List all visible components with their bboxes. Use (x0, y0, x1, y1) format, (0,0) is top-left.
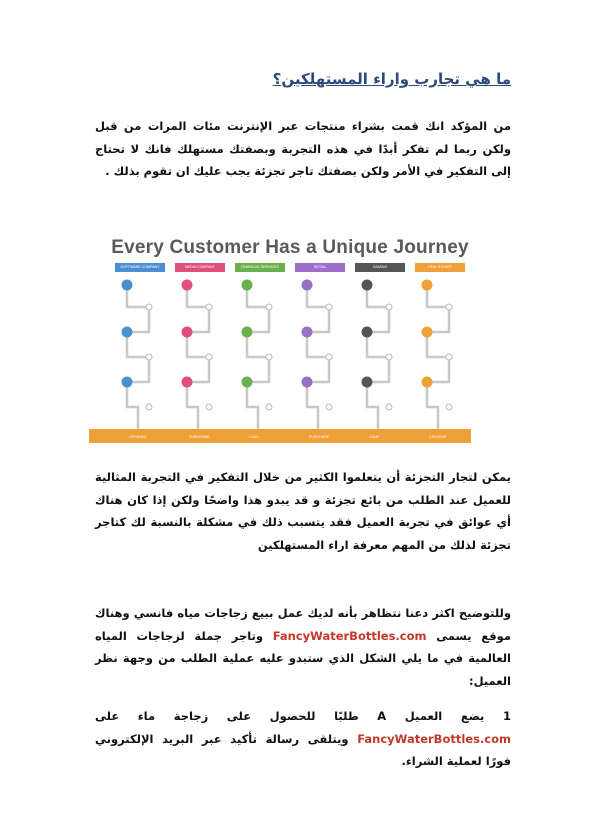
retailer-paragraph: يمكن لتجار التجزئة أن يتعلموا الكثير من خلال التفكير في التجربة المثالية للعميل عند الطلب من بائع تجزئة و قد يبدو هذا واضحًا ولكن إذا كان هناك أي عوائق في تجربة العميل فقد يتسبب ذلك في مشكلة بالنسبة لك كتاجر تجزئة لذلك من المهم معرفة اراء المستهلكين (95, 470, 511, 552)
infographic-title: Every Customer Has a Unique Journey (111, 237, 469, 258)
journey-node (362, 280, 372, 290)
journey-node (362, 377, 372, 387)
journey-node (422, 280, 432, 290)
journey-end-2: SUBSCRIBE (189, 435, 210, 439)
journey-node (122, 280, 132, 290)
journey-node (422, 327, 432, 337)
journey-end-4: PURCHASE (309, 435, 329, 439)
journey-node (326, 304, 332, 310)
category-3: FINANCIAL SERVICES (235, 263, 285, 272)
category-1: SOFTWARE COMPANY (115, 263, 165, 272)
journey-node (242, 280, 252, 290)
journey-node (266, 354, 272, 360)
journey-node (386, 354, 392, 360)
journey-end-3: LOAN (249, 435, 259, 439)
journey-node (182, 280, 192, 290)
journey-node (302, 280, 312, 290)
step-one-site-name: FancyWaterBottles.com (357, 731, 511, 746)
journey-node (182, 377, 192, 387)
journey-node (446, 404, 452, 410)
journey-end-1: UPGRADE (129, 435, 147, 439)
customer-journey-infographic (110, 237, 470, 445)
journey-node (206, 354, 212, 360)
journey-node (146, 304, 152, 310)
step-one-paragraph (95, 705, 511, 773)
journey-node (266, 404, 272, 410)
journey-node (326, 354, 332, 360)
journey-node (122, 327, 132, 337)
journey-node (362, 327, 372, 337)
step-one-text-b: ويتلقى رسالة تأكيد عبر البريد الإلكتروني فورًا لعملية الشراء. (95, 731, 511, 768)
journey-node (206, 404, 212, 410)
category-6: HEALTHCARE (415, 263, 465, 272)
journey-end-6: CHECKUP (429, 435, 447, 439)
journey-node (206, 304, 212, 310)
journey-node (386, 304, 392, 310)
journey-node (146, 404, 152, 410)
step-one-text-a: 1 يضع العميل A طلبًا للحصول على زجاجة ماء على (95, 709, 511, 723)
page-heading: ما هي تجارب واراء المستهلكين؟ (272, 70, 511, 88)
intro-paragraph: من المؤكد انك قمت بشراء منتجات عبر الإنترنت مئات المرات من قبل ولكن ربما لم تفكر أبدًا في هذه التجربة وبصفتك مستهلك فانك لا تحتاج إلى التفكير في الأمر ولكن بصفتك تاجر تجزئة يجب عليك ان تقوم بذلك . (95, 119, 511, 178)
journey-node (146, 354, 152, 360)
journey-node (266, 304, 272, 310)
example-paragraph (95, 602, 511, 692)
journey-node (122, 377, 132, 387)
site-name: FancyWaterBottles.com (272, 628, 427, 643)
example-text-a: وللتوضيح اكثر دعنا نتظاهر بأنه لديك عمل ببيع زجاجات مياه فانسي وهناك موقع يسمى (95, 606, 511, 643)
journey-node (446, 304, 452, 310)
example-text-b: وتاجر جملة لزجاجات المياه العالمية في ما يلي الشكل الذي ستبدو عليه عملية الطلب من وجهة نظر العميل: (95, 628, 511, 688)
journey-end-5: GAME (369, 435, 380, 439)
journey-node (242, 327, 252, 337)
journey-paths (110, 237, 470, 445)
journey-node (302, 377, 312, 387)
journey-node (302, 327, 312, 337)
journey-node (422, 377, 432, 387)
journey-node (182, 327, 192, 337)
journey-node (386, 404, 392, 410)
journey-node (242, 377, 252, 387)
category-5: GAMING (355, 263, 405, 272)
journey-node (326, 404, 332, 410)
journey-node (446, 354, 452, 360)
category-2: MEDIA COMPANY (175, 263, 225, 272)
category-4: RETAIL (295, 263, 345, 272)
